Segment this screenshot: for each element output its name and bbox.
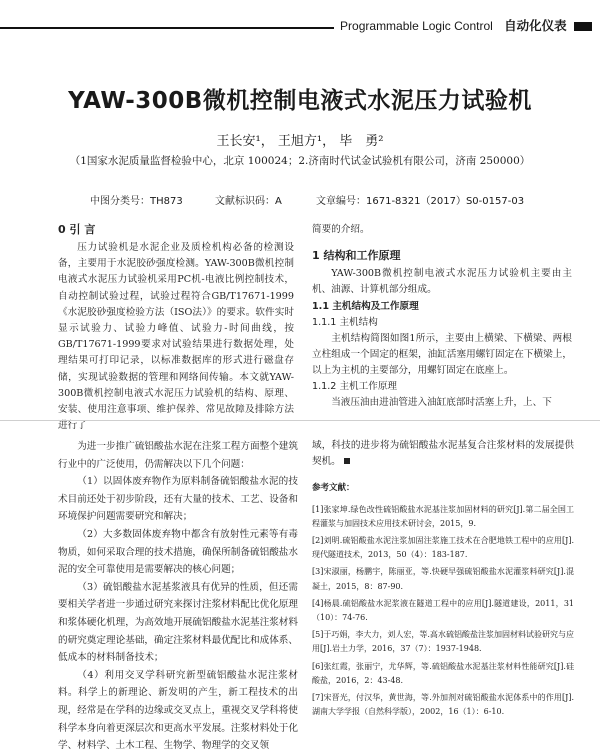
running-header bbox=[0, 16, 600, 36]
intro-paragraph: 压力试验机是水泥企业及质检机构必备的检测设备，主要用于水泥胶砂强度检测。YAW-300B微机控制电液式水泥压力试验机采用PC机-电液比例控制技术，自动控制试验过程，试验过程符合GB/T17671-1999《水泥胶砂强度检验方法（ISO法）》的要求。软件实时显示试验力、试验力峰值、试验力-时间曲线，按GB/T17671-1999要求对试验结果进行数据处理，处理结果可打印记录，以标准数据库的形式进行磁盘存储，实现试验数据的管理和网络间传输。本文就YAW-300B微机控制电液式水泥压力试验机的结构、原理、安装、使用注意事项、维护保养、常见故障及排除方法进行了 bbox=[58, 242, 294, 432]
intro-continuation: 简要的介绍。 bbox=[312, 224, 370, 235]
column-left-bottom bbox=[58, 438, 298, 752]
running-title-zh: 自动化仪表 bbox=[504, 19, 567, 33]
excerpt-item: （1）以固体废弃物作为原料制备硫铝酸盐水泥的技术目前还处于初步阶段，还有大量的技术、工艺、设备和环境保护问题需要研究和解决； bbox=[58, 476, 298, 523]
excerpt-item: （2）大多数固体废弃物中都含有放射性元素等有毒物质，如何采取合理的技术措施，确保所制备硫铝酸盐水泥的安全可靠使用是需要解决的核心问题； bbox=[58, 528, 298, 576]
section-1-1-2-paragraph: 当液压油由进油管进入油缸底部时活塞上升，上、下 bbox=[331, 397, 552, 409]
clc-number: 中图分类号：TH873 bbox=[90, 196, 183, 207]
reference-item: [2]刘明.硫铝酸盐水泥注浆加固注浆施工技术在合肥地铁工程中的应用[J].现代隧道技术，2013，50（4）：183-187. bbox=[312, 536, 574, 560]
excerpt-right-paragraph: 域，科技的进步将为硫铝酸盐水泥基复合注浆材料的发展提供契机。 bbox=[312, 440, 574, 468]
article-meta bbox=[0, 192, 600, 208]
article-affiliation: （1国家水泥质量监督检验中心，北京 100024；2.济南时代试金试验机有限公司，济南 250000） bbox=[69, 155, 531, 167]
article-title: YAW-300B微机控制电液式水泥压力试验机 bbox=[68, 88, 532, 114]
article-id: 文章编号：1671-8321（2017）S0-0157-03 bbox=[316, 196, 525, 207]
reference-item: [4]杨晨.硫铝酸盐水泥浆液在隧道工程中的应用[J].隧道建设，2011，31（10）：74-76. bbox=[312, 598, 574, 623]
end-mark bbox=[344, 458, 350, 464]
section-1-paragraph: YAW-300B微机控制电液式水泥压力试验机主要由主机、油源、计算机部分组成。 bbox=[312, 268, 572, 296]
excerpt-item: （4）利用交叉学科研究新型硫铝酸盐水泥注浆材料。科学上的新理论、新发明的产生，新工程技术的出现，经常是在学科的边缘或交叉点上，重视交叉学科将使科学本身向着更深层次和更高水平发展。注浆材料处于化学、材料学、土木工程、生物学、物理学的交叉领 bbox=[58, 669, 298, 752]
references-title: 参考文献： bbox=[312, 483, 355, 494]
column-right-top bbox=[312, 222, 572, 412]
reference-item: [7]宋晋光，付汉华，黄世海，等.外加剂对硫铝酸盐水泥体系中的作用[J].湖南大学学报（自然科学版），2002，16（1）：6-10. bbox=[312, 693, 574, 717]
running-title bbox=[334, 16, 592, 34]
excerpt-item: （3）硫铝酸盐水泥基浆液具有优异的性质，但还需要相关学者进一步通过研究来探讨注浆材料配比优化原理和浆体硬化机理，为高效地开展硫铝酸盐水泥基注浆材料的研究奠定理论基础，确定注浆材料最优配比和成体系、低成本的材料制备技术； bbox=[58, 581, 298, 664]
excerpt-right-paragraph-wrap bbox=[312, 438, 574, 470]
reference-item: [1]张家坤.绿色改性硫铝酸盐水泥基注浆加固材料的研究[J].第二届全国工程灌浆与加固技术应用技术研讨会，2015，9. bbox=[312, 504, 574, 528]
section-1-1-heading: 1.1 主机结构及工作原理 bbox=[312, 300, 419, 312]
reference-item: [5]于巧娟，李大力，刘人宏，等.高水硫铝酸盐注浆加固材料试验研究与应用[J].岩土力学，2016，37（7）：1937-1948. bbox=[312, 630, 574, 654]
header-rule bbox=[0, 27, 370, 29]
running-title-en: Programmable Logic Control bbox=[340, 19, 493, 33]
page-divider bbox=[0, 420, 600, 421]
header-block-mark bbox=[574, 22, 592, 31]
section-1-1-1-heading: 1.1.1 主机结构 bbox=[312, 316, 378, 328]
references-list bbox=[312, 503, 574, 720]
column-left-top bbox=[58, 222, 294, 432]
doc-code: 文献标识码：A bbox=[215, 196, 282, 207]
section-1-heading: 1 结构和工作原理 bbox=[312, 249, 401, 263]
reference-item: [6]张红霞，张丽宁，尤华辉，等.硫铝酸盐水泥基注浆材料性能研究[J].硅酸盐，2016，2：43-48. bbox=[312, 661, 574, 685]
excerpt-intro: 为进一步推广硫铝酸盐水泥在注浆工程方面整个建筑行业中的广泛使用，仍需解决以下几个问题： bbox=[58, 441, 298, 470]
column-right-bottom bbox=[312, 438, 574, 728]
reference-item: [3]宋淑丽，杨鹏宇，陈丽亚，等.快硬早强硫铝酸盐水泥灌浆料研究[J].混凝土，2015，8：87-90. bbox=[312, 567, 574, 591]
intro-heading: 0 引 言 bbox=[58, 223, 96, 236]
article-authors: 王长安¹， 王旭方¹， 毕 勇² bbox=[216, 134, 384, 149]
section-1-1-2-heading: 1.1.2 主机工作原理 bbox=[312, 381, 398, 393]
section-1-1-1-paragraph: 主机结构简图如图1所示，主要由上横梁、下横梁、两根立柱组成一个固定的框架，油缸活塞用螺钉固定在下横梁上，以上为主机的主要部分，用螺钉固定在底座上。 bbox=[312, 332, 572, 377]
